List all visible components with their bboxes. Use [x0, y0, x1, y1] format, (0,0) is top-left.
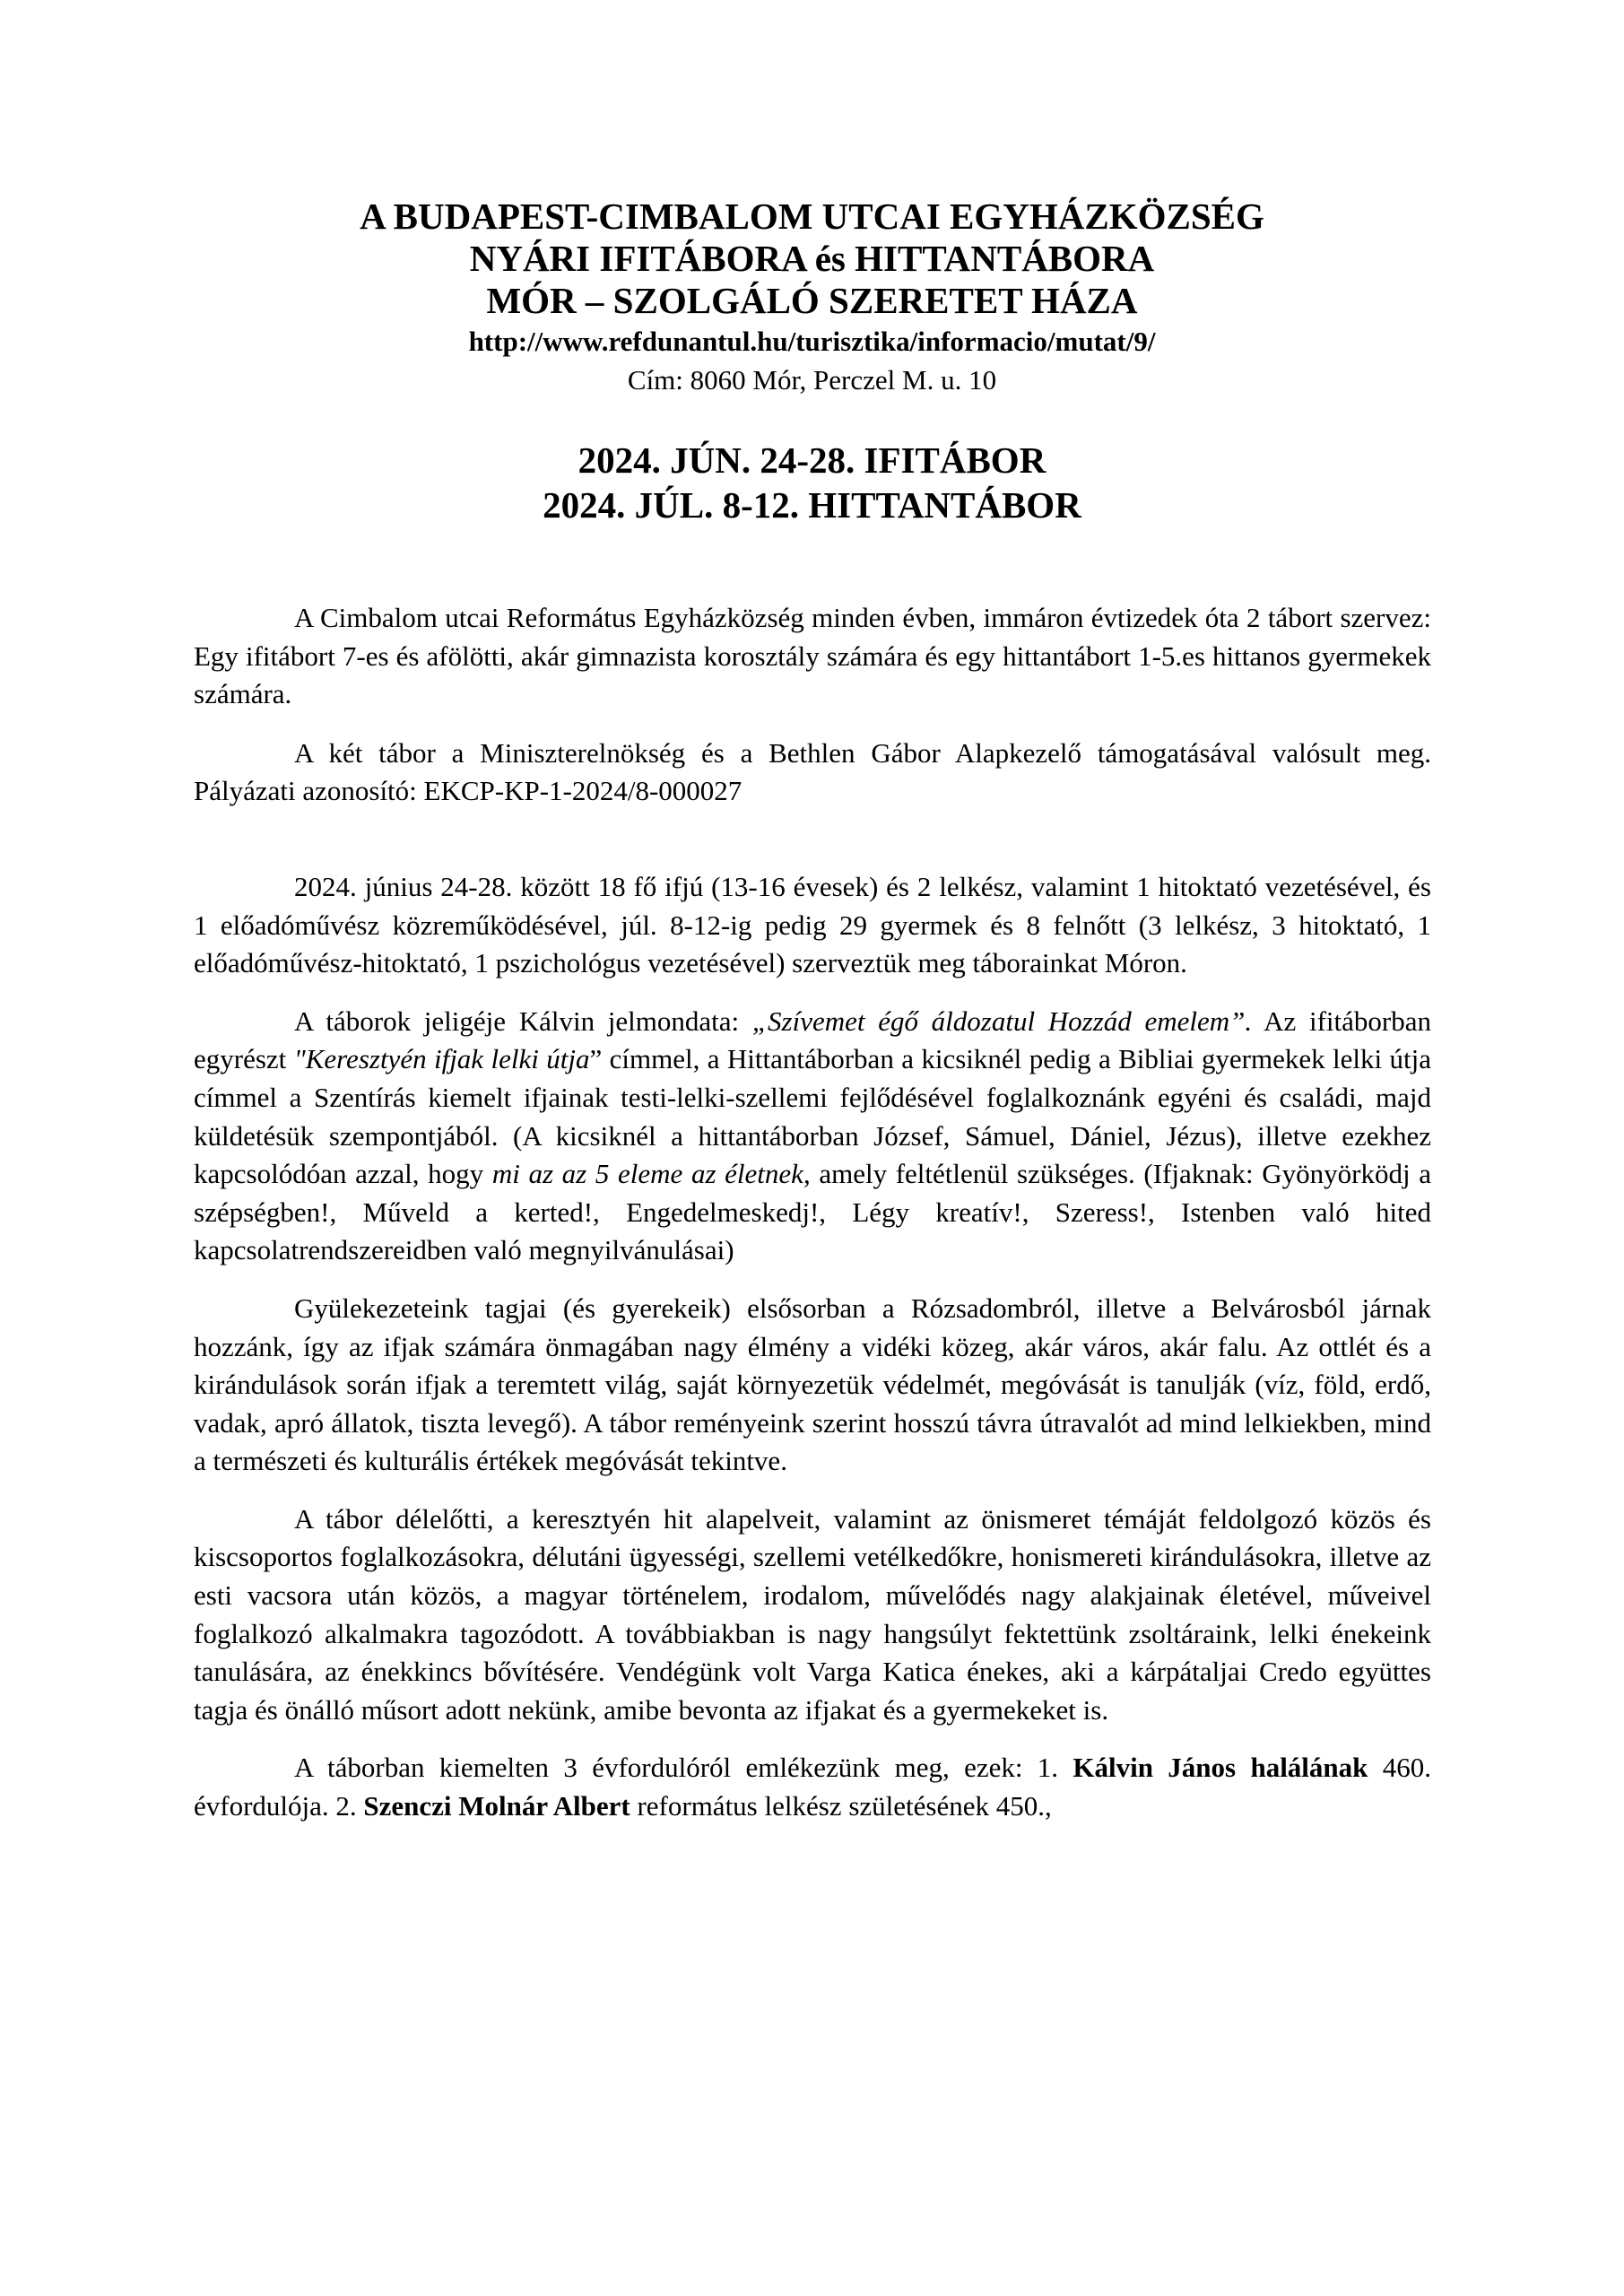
motto-five-elements: mi az az 5 eleme az életnek — [491, 1158, 803, 1190]
anniv-text-2: 460. évfordulója. 2. — [194, 1752, 1431, 1822]
paragraph-motto — [194, 1003, 1431, 1270]
motto-text-2: Az ifitáborban egyrészt — [194, 1004, 1431, 1075]
header-title-line-1: A BUDAPEST-CIMBALOM UTCAI EGYHÁZKÖZSÉG — [360, 196, 1264, 237]
camp-dates — [0, 438, 1624, 527]
paragraph-anniversaries — [194, 1749, 1431, 1825]
motto-text-4: , amely feltétlenül szükséges. (Ifjaknak: Gyönyörködj a szépségben!, Műveld a kerted!, Engedelmeskedj!, Légy kreatív!, Szeress!, Istenben való hited kapcsolatrendszereidben való megnyilvánulásai) — [194, 1158, 1432, 1266]
motto-text-1: A táborok jeligéje Kálvin jelmondata: — [294, 1004, 752, 1037]
camp-date-hittantabor: 2024. JÚL. 8-12. HITTANTÁBOR — [543, 484, 1081, 526]
document-header — [0, 196, 1624, 399]
anniv-kalvin: Kálvin János halálának — [1073, 1752, 1368, 1784]
paragraph-program: A tábor délelőtti, a keresztyén hit alapelveit, valamint az önismeret témáját feldolgozó közös és kiscsoportos foglalkozásokra, délutáni ügyességi, szellemi vetélkedőkre, honismereti kirándulásokra, illetve az esti vacsora után közös, a magyar történelem, irodalom, művelődés nagy alakjainak életével, műveivel foglalkozó alkalmakra tagozódott. A továbbiakban is nagy hangsúlyt fektettünk zsoltáraink, lelki énekeink tanulására, az énekkincs bővítésére. Vendégünk volt Varga Katica énekes, aki a kárpátaljai Credo együttes tagja és önálló műsort adott nekünk, amibe bevonta az ifjakat és a gyermekeket is. — [194, 1502, 1431, 1726]
paragraph-funding: A két tábor a Miniszterelnökség és a Bethlen Gábor Alapkezelő támogatásával valósult meg. Pályázati azonosító: EKCP-KP-1-2024/8-000027 — [194, 736, 1431, 807]
header-url: http://www.refdunantul.hu/turisztika/informacio/mutat/9/ — [468, 326, 1156, 357]
motto-ifi-title: "Keresztyén ifjak lelki útja — [293, 1043, 590, 1075]
paragraph-participants: 2024. június 24-28. között 18 fő ifjú (13-16 évesek) és 2 lelkész, valamint 1 hitoktató vezetésével, és 1 előadóművész közreműködésével, júl. 8-12-ig pedig 29 gyermek és 8 felnőtt (3 lelkész, 3 hitoktató, 1 előadóművész-hitoktató, 1 pszichológus vezetésével) szerveztük meg táborainkat Móron. — [194, 870, 1431, 979]
header-title-line-2: NYÁRI IFITÁBORA és HITTANTÁBORA — [469, 238, 1155, 279]
document-body — [194, 599, 1431, 1826]
paragraph-intro: A Cimbalom utcai Református Egyházközség minden évben, immáron évtizedek óta 2 tábort szervez: Egy ifitábort 7-es és afölötti, akár gimnazista korosztály számára és egy hittantábort 1-5.es hittanos gyermekek számára. — [194, 602, 1431, 710]
anniv-szenczi: Szenczi Molnár Albert — [363, 1790, 630, 1822]
motto-text-3: ” címmel, a Hittantáborban a kicsiknél pedig a Bibliai gyermekek lelki útja címmel a Szentírás kiemelt ifjainak testi-lelki-szellemi fejlődésével foglalkoznánk egyéni és családi, majd küldetésük szempontjából. (A kicsiknél a hittantáborban József, Sámuel, Dániel, Jézus), illetve ezekhez kapcsolódóan azzal, hogy — [194, 1043, 1431, 1190]
anniv-text-1: A táborban kiemelten 3 évfordulóról emlékezünk meg, ezek: 1. — [294, 1752, 1073, 1784]
camp-date-ifitabor: 2024. JÚN. 24-28. IFITÁBOR — [578, 439, 1046, 481]
header-address: Cím: 8060 Mór, Perczel M. u. 10 — [627, 364, 997, 396]
anniv-text-3: református lelkész születésének 450., — [630, 1790, 1052, 1822]
motto-quote: „Szívemet égő áldozatul Hozzád emelem”. — [751, 1004, 1253, 1037]
paragraph-congregation: Gyülekezeteink tagjai (és gyerekeik) elsősorban a Rózsadombról, illetve a Belvárosból járnak hozzánk, így az ifjak számára önmagában nagy élmény a vidéki közeg, akár város, akár falu. Az ottlét és a kirándulások során ifjak a teremtett világ, saját környezetük védelmét, megóvását is tanulják (víz, föld, erdő, vadak, apró állatok, tiszta levegő). A tábor reményeink szerint hosszú távra útravalót ad mind lelkiekben, mind a természeti és kulturális értékek megóvását tekintve. — [194, 1292, 1431, 1477]
header-title-line-3: MÓR – SZOLGÁLÓ SZERETET HÁZA — [486, 280, 1138, 321]
